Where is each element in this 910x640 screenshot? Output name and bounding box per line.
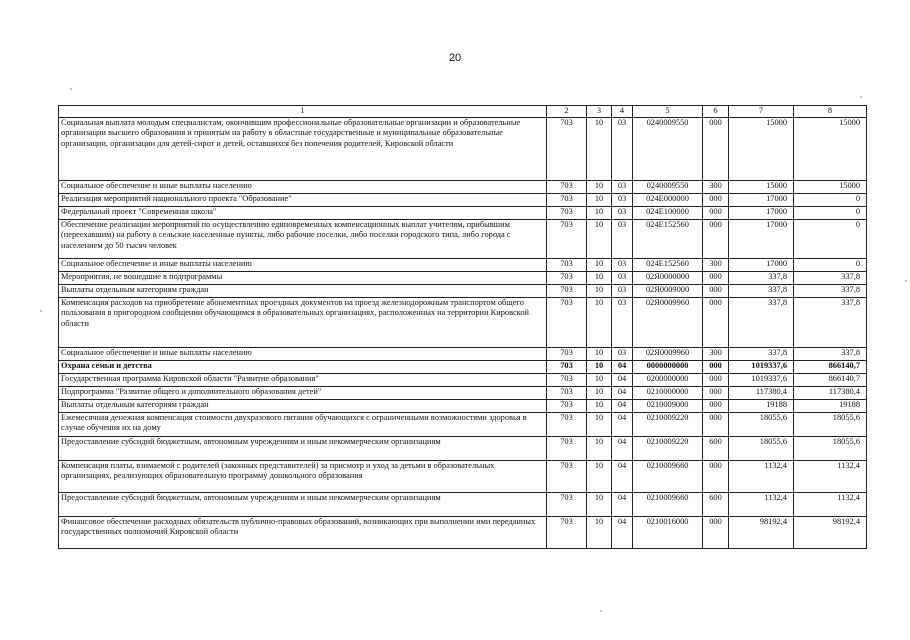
amount-cell: 19188	[794, 400, 867, 413]
column-header: 5	[633, 106, 703, 118]
code-cell: 000	[703, 272, 729, 285]
column-header: 2	[547, 106, 587, 118]
code-cell: 000	[703, 298, 729, 348]
code-cell: 000	[703, 285, 729, 298]
row-name-cell: Социальное обеспечение и иные выплаты населению	[59, 181, 547, 194]
table-row	[59, 220, 867, 259]
row-name-cell: Федеральный проект "Современная школа"	[59, 207, 547, 220]
amount-cell: 1132,4	[794, 493, 867, 517]
code-cell: 703	[547, 493, 587, 517]
code-cell: 10	[587, 348, 612, 361]
amount-cell: 337,8	[794, 348, 867, 361]
code-cell: 04	[612, 437, 633, 461]
code-cell: 703	[547, 272, 587, 285]
amount-cell: 337,8	[794, 285, 867, 298]
table-row	[59, 118, 867, 181]
code-cell: 10	[587, 387, 612, 400]
row-name-cell: Компенсация платы, взимаемой с родителей (законных представителей) за присмотр и уход за детьми в образовательных организациях, реализующих образовательную программу дошкольного образования	[59, 461, 547, 493]
table-row	[59, 361, 867, 374]
amount-cell: 19188	[729, 400, 794, 413]
amount-cell: 17000	[729, 259, 794, 272]
code-cell: 000	[703, 400, 729, 413]
table-row	[59, 348, 867, 361]
column-header: 6	[703, 106, 729, 118]
amount-cell: 0	[794, 220, 867, 259]
code-cell: 703	[547, 413, 587, 437]
code-cell: 0210000000	[633, 387, 703, 400]
amount-cell: 117380,4	[794, 387, 867, 400]
code-cell: 03	[612, 118, 633, 181]
amount-cell: 1132,4	[729, 493, 794, 517]
code-cell: 703	[547, 400, 587, 413]
row-name-cell: Охрана семьи и детства	[59, 361, 547, 374]
code-cell: 000	[703, 194, 729, 207]
code-cell: 024E152560	[633, 259, 703, 272]
code-cell: 0240009550	[633, 181, 703, 194]
row-name-cell: Мероприятия, не вошедшие в подпрограммы	[59, 272, 547, 285]
code-cell: 10	[587, 118, 612, 181]
amount-cell: 337,8	[794, 298, 867, 348]
amount-cell: 1132,4	[729, 461, 794, 493]
code-cell: 000	[703, 220, 729, 259]
code-cell: 02Я0000000	[633, 272, 703, 285]
code-cell: 10	[587, 298, 612, 348]
code-cell: 024E100000	[633, 207, 703, 220]
amount-cell: 18055,6	[794, 437, 867, 461]
row-name-cell: Подпрограмма "Развитие общего и дополнительного образования детей"	[59, 387, 547, 400]
amount-cell: 117380,4	[729, 387, 794, 400]
row-name-cell: Социальное обеспечение и иные выплаты населению	[59, 259, 547, 272]
code-cell: 04	[612, 493, 633, 517]
scan-speck	[860, 96, 862, 98]
code-cell: 10	[587, 437, 612, 461]
code-cell: 703	[547, 437, 587, 461]
code-cell: 0210009660	[633, 461, 703, 493]
column-header: 8	[794, 106, 867, 118]
scan-speck	[905, 280, 907, 282]
code-cell: 600	[703, 493, 729, 517]
row-name-cell: Обеспечение реализации мероприятий по осуществлению единовременных компенсационных выплат учителям, прибывшим (переехавшим) на работу в сельские населенные пункты, либо рабочие поселки, либо поселки городского типа, либо города с населением до 50 тысяч человек	[59, 220, 547, 259]
table-row	[59, 413, 867, 437]
code-cell: 600	[703, 437, 729, 461]
code-cell: 10	[587, 361, 612, 374]
amount-cell: 337,8	[794, 272, 867, 285]
amount-cell: 337,8	[729, 348, 794, 361]
code-cell: 03	[612, 207, 633, 220]
scan-speck	[600, 610, 602, 612]
table-row	[59, 259, 867, 272]
table-row	[59, 272, 867, 285]
amount-cell: 866140,7	[794, 361, 867, 374]
table-row	[59, 387, 867, 400]
amount-cell: 1019337,6	[729, 361, 794, 374]
amount-cell: 1019337,6	[729, 374, 794, 387]
amount-cell: 15000	[794, 181, 867, 194]
column-header: 1	[59, 106, 547, 118]
code-cell: 024E152560	[633, 220, 703, 259]
code-cell: 10	[587, 220, 612, 259]
code-cell: 10	[587, 400, 612, 413]
code-cell: 024E000000	[633, 194, 703, 207]
code-cell: 703	[547, 298, 587, 348]
code-cell: 000	[703, 207, 729, 220]
code-cell: 02Я0009960	[633, 348, 703, 361]
table-row	[59, 181, 867, 194]
code-cell: 0200000000	[633, 374, 703, 387]
code-cell: 03	[612, 181, 633, 194]
amount-cell: 15000	[794, 118, 867, 181]
row-name-cell: Реализация мероприятий национального проекта "Образование"	[59, 194, 547, 207]
code-cell: 000	[703, 413, 729, 437]
code-cell: 703	[547, 285, 587, 298]
code-cell: 703	[547, 194, 587, 207]
code-cell: 703	[547, 374, 587, 387]
code-cell: 703	[547, 461, 587, 493]
code-cell: 02Я0009000	[633, 285, 703, 298]
code-cell: 10	[587, 181, 612, 194]
code-cell: 0210009660	[633, 493, 703, 517]
code-cell: 703	[547, 259, 587, 272]
amount-cell: 18055,6	[729, 437, 794, 461]
amount-cell: 17000	[729, 220, 794, 259]
page-number: 20	[448, 52, 462, 64]
code-cell: 10	[587, 461, 612, 493]
row-name-cell: Социальное обеспечение и иные выплаты населению	[59, 348, 547, 361]
code-cell: 10	[587, 272, 612, 285]
row-name-cell: Государственная программа Кировской области "Развитие образования"	[59, 374, 547, 387]
row-name-cell: Предоставление субсидий бюджетным, автономным учреждениям и иным некоммерческим организациям	[59, 437, 547, 461]
table-row	[59, 461, 867, 493]
code-cell: 000	[703, 118, 729, 181]
amount-cell: 17000	[729, 194, 794, 207]
code-cell: 000	[703, 361, 729, 374]
code-cell: 04	[612, 517, 633, 549]
code-cell: 04	[612, 374, 633, 387]
code-cell: 0210009220	[633, 437, 703, 461]
code-cell: 10	[587, 207, 612, 220]
budget-table	[58, 105, 867, 549]
code-cell: 703	[547, 361, 587, 374]
amount-cell: 0	[794, 207, 867, 220]
amount-cell: 0	[794, 194, 867, 207]
code-cell: 703	[547, 387, 587, 400]
code-cell: 0210016000	[633, 517, 703, 549]
code-cell: 10	[587, 413, 612, 437]
scan-speck	[40, 310, 42, 312]
code-cell: 02Я0009960	[633, 298, 703, 348]
row-name-cell: Финансовое обеспечение расходных обязательств публично-правовых образований, возникающих при выполнении ими переданных государственных полномочий Кировской области	[59, 517, 547, 549]
row-name-cell: Выплаты отдельным категориям граждан	[59, 285, 547, 298]
table-row	[59, 194, 867, 207]
code-cell: 03	[612, 348, 633, 361]
table-row	[59, 285, 867, 298]
code-cell: 03	[612, 194, 633, 207]
amount-cell: 1132,4	[794, 461, 867, 493]
row-name-cell: Социальная выплата молодым специалистам, окончившим профессиональные образовательные организации и образовательные организации высшего образования и принятым на работу в областные государственные и муниципальные образовательные организации, организации для детей-сирот и детей, оставшихся без попечения родителей, Кировской области	[59, 118, 547, 181]
code-cell: 03	[612, 220, 633, 259]
code-cell: 0210009220	[633, 413, 703, 437]
code-cell: 703	[547, 348, 587, 361]
code-cell: 04	[612, 361, 633, 374]
amount-cell: 17000	[729, 207, 794, 220]
code-cell: 03	[612, 285, 633, 298]
scan-speck	[70, 88, 72, 90]
amount-cell: 866140,7	[794, 374, 867, 387]
column-header: 3	[587, 106, 612, 118]
code-cell: 000	[703, 517, 729, 549]
code-cell: 300	[703, 348, 729, 361]
table-row	[59, 400, 867, 413]
row-name-cell: Выплаты отдельным категориям граждан	[59, 400, 547, 413]
code-cell: 03	[612, 259, 633, 272]
table-row	[59, 437, 867, 461]
table-header-row	[59, 106, 867, 118]
code-cell: 703	[547, 181, 587, 194]
amount-cell: 18055,6	[794, 413, 867, 437]
amount-cell: 98192,4	[794, 517, 867, 549]
code-cell: 000	[703, 387, 729, 400]
table-row	[59, 517, 867, 549]
code-cell: 703	[547, 207, 587, 220]
code-cell: 04	[612, 387, 633, 400]
code-cell: 703	[547, 220, 587, 259]
row-name-cell: Предоставление субсидий бюджетным, автономным учреждениям и иным некоммерческим организациям	[59, 493, 547, 517]
amount-cell: 337,8	[729, 298, 794, 348]
code-cell: 703	[547, 118, 587, 181]
code-cell: 03	[612, 272, 633, 285]
amount-cell: 98192,4	[729, 517, 794, 549]
table-row	[59, 374, 867, 387]
code-cell: 000	[703, 461, 729, 493]
code-cell: 04	[612, 400, 633, 413]
table-row	[59, 493, 867, 517]
row-name-cell: Компенсация расходов на приобретение абонементных проездных документов на проезд железнодорожным транспортом общего пользования в пригородном сообщении обучающимся в образовательных организациях, расположенных на территории Кировской области	[59, 298, 547, 348]
code-cell: 10	[587, 493, 612, 517]
code-cell: 04	[612, 413, 633, 437]
code-cell: 03	[612, 298, 633, 348]
code-cell: 10	[587, 194, 612, 207]
code-cell: 10	[587, 517, 612, 549]
column-header: 4	[612, 106, 633, 118]
code-cell: 703	[547, 517, 587, 549]
code-cell: 04	[612, 461, 633, 493]
column-header: 7	[729, 106, 794, 118]
code-cell: 10	[587, 259, 612, 272]
code-cell: 0000000000	[633, 361, 703, 374]
amount-cell: 15000	[729, 181, 794, 194]
amount-cell: 337,8	[729, 285, 794, 298]
table-row	[59, 298, 867, 348]
table-row	[59, 207, 867, 220]
code-cell: 000	[703, 374, 729, 387]
amount-cell: 18055,6	[729, 413, 794, 437]
code-cell: 10	[587, 285, 612, 298]
code-cell: 0240009550	[633, 118, 703, 181]
code-cell: 300	[703, 181, 729, 194]
amount-cell: 15000	[729, 118, 794, 181]
amount-cell: 0	[794, 259, 867, 272]
row-name-cell: Ежемесячная денежная компенсация стоимости двухразового питания обучающихся с ограниченными возможностями здоровья в случае обучения их на дому	[59, 413, 547, 437]
code-cell: 10	[587, 374, 612, 387]
code-cell: 300	[703, 259, 729, 272]
amount-cell: 337,8	[729, 272, 794, 285]
code-cell: 0210009000	[633, 400, 703, 413]
